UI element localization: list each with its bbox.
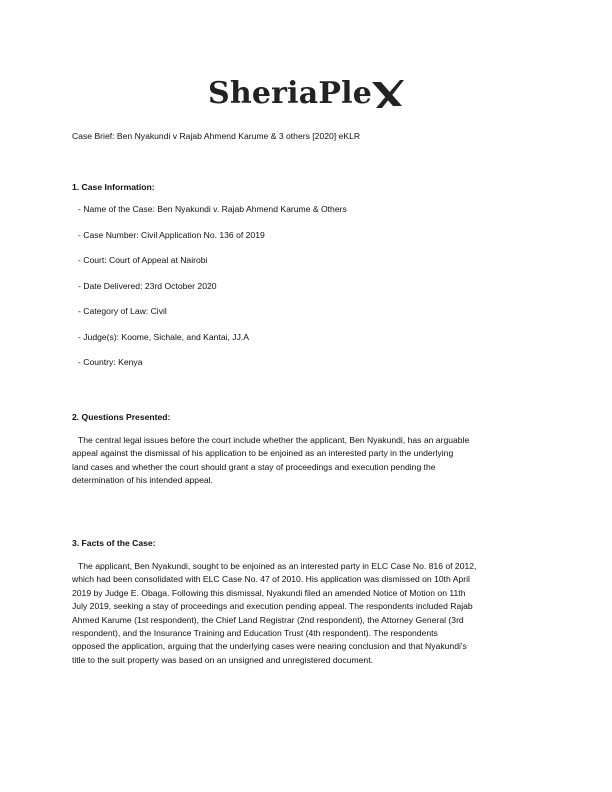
questions-presented-section xyxy=(72,412,542,488)
paragraph-line: opposed the application, arguing that the underlying cases were nearing conclusion and that Nyakundi's xyxy=(72,641,467,652)
paragraph-line: appeal against the dismissal of his application to be enjoined as an interested party in the underlying xyxy=(72,448,454,459)
paragraph-line: The applicant, Ben Nyakundi, sought to be enjoined as an interested party in ELC Case No. 816 of 2012, xyxy=(78,561,477,571)
brand-logo xyxy=(0,76,612,111)
case-number-item: - Case Number: Civil Application No. 136 of 2019 xyxy=(78,229,265,240)
facts-of-the-case-heading: 3. Facts of the Case: xyxy=(72,538,156,548)
paragraph-line: title to the suit property was based on an unsigned and unregistered document. xyxy=(72,654,373,665)
case-name-item: - Name of the Case: Ben Nyakundi v. Rajab Ahmend Karume & Others xyxy=(78,204,347,214)
paragraph-line: Ahmed Karume (1st respondent), the Chief Land Registrar (2nd respondent), the Attorney General (3rd xyxy=(72,614,464,625)
paragraph-line: 2019 by Judge E. Obaga. Following this dismissal, Nyakundi filed an amended Notice of Motion on 11th xyxy=(72,587,466,598)
judges-item: - Judge(s): Koome, Sichale, and Kantai, JJ.A xyxy=(78,331,250,342)
questions-presented-paragraph xyxy=(72,434,542,488)
paragraph-line: July 2019, seeking a stay of proceedings and execution pending appeal. The respondents included Rajab xyxy=(72,601,473,612)
questions-presented-heading: 2. Questions Presented: xyxy=(72,412,171,422)
case-information-heading: 1. Case Information: xyxy=(72,182,155,192)
category-of-law-item: - Category of Law: Civil xyxy=(78,306,167,316)
paragraph-line: determination of his intended appeal. xyxy=(72,475,213,486)
sheriaplex-x-mark-icon xyxy=(370,78,404,110)
case-information-section xyxy=(72,182,542,383)
paragraph-line: respondent), and the Insurance Training and Education Trust (4th respondent). The respondents xyxy=(72,628,438,639)
court-item: - Court: Court of Appeal at Nairobi xyxy=(78,255,208,265)
date-delivered-item: - Date Delivered: 23rd October 2020 xyxy=(78,280,217,291)
brand-logo-text: SheriaPle xyxy=(207,76,373,111)
paragraph-line: which had been consolidated with ELC Case No. 47 of 2010. His application was dismissed on 10th April xyxy=(72,574,470,585)
country-item: - Country: Kenya xyxy=(78,357,143,367)
paragraph-line: land cases and whether the court should grant a stay of proceedings and execution pending the xyxy=(72,461,436,472)
facts-of-the-case-paragraph xyxy=(72,560,542,667)
paragraph-line: The central legal issues before the court include whether the applicant, Ben Nyakundi, has an arguable xyxy=(78,435,470,445)
brief-title: Case Brief: Ben Nyakundi v Rajab Ahmend Karume & 3 others [2020] eKLR xyxy=(72,131,361,141)
facts-of-the-case-section xyxy=(72,538,542,667)
